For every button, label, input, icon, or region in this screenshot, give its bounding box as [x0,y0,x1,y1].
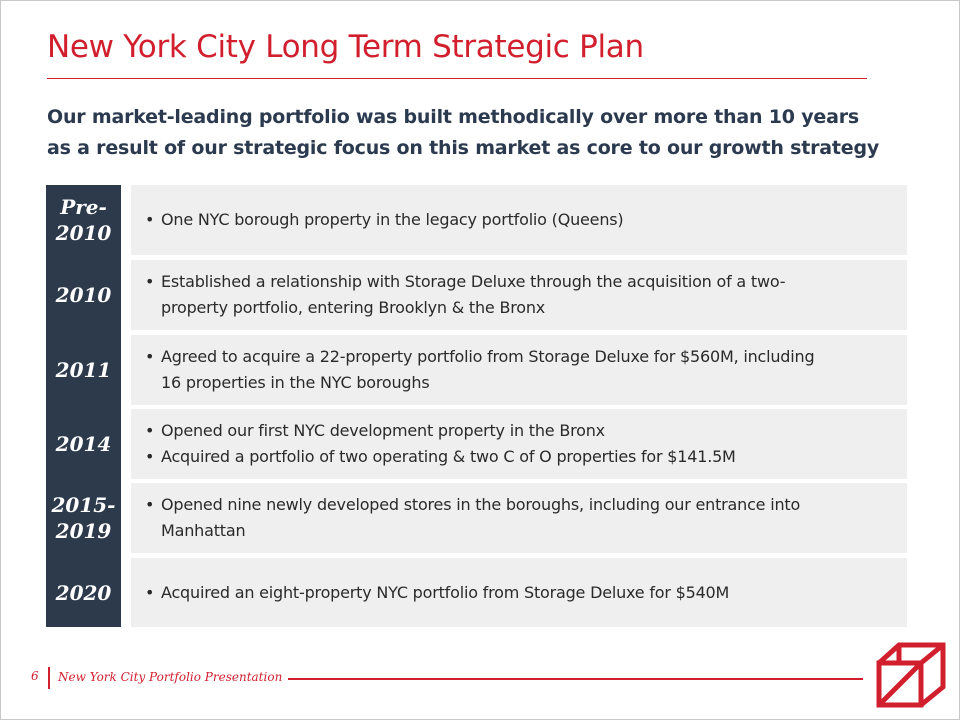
bullet-text: Established a relationship with Storage Deluxe through the acquisition of a two- [161,272,786,291]
bullet-icon: • [145,447,155,466]
bullet-item [145,207,895,233]
timeline-row [131,558,907,627]
bullet-text: Acquired a portfolio of two operating & two C of O properties for $141.5M [161,447,736,466]
footer-rule [288,678,863,680]
bullet-item [145,444,895,470]
footer-divider [48,667,50,689]
timeline-row [131,409,907,479]
timeline-row [131,185,907,255]
year-line: 2011 [55,358,112,382]
bullet-item [145,580,895,606]
bullet-icon: • [145,272,155,291]
bullet-item [145,492,895,544]
bullet-icon: • [145,421,155,440]
year-line: 2014 [55,432,112,456]
timeline-year [46,185,121,255]
bullet-icon: • [145,210,155,229]
page-number: 6 [31,669,39,683]
year-line: 2020 [55,580,112,605]
bullet-icon: • [145,347,155,366]
subtitle-line: Our market-leading portfolio was built methodically over more than 10 years [47,106,859,128]
bullet-text: Opened nine newly developed stores in the boroughs, including our entrance into [161,495,801,514]
timeline-year [46,483,121,553]
cube-logo-icon [875,641,947,709]
timeline-year [46,260,121,330]
bullet-text: One NYC borough property in the legacy portfolio (Queens) [161,210,624,229]
bullet-icon: • [145,495,155,514]
timeline-row [131,260,907,330]
year-line: 2010 [55,221,112,245]
timeline-year [46,409,121,479]
page-subtitle [47,102,927,164]
timeline-row [131,335,907,405]
footer-title: New York City Portfolio Presentation [58,670,283,684]
year-line: 2019 [55,519,112,543]
year-line: 2015- [51,493,116,517]
subtitle-line: as a result of our strategic focus on this market as core to our growth strategy [47,137,880,159]
bullet-icon: • [145,582,155,602]
bullet-text: Agreed to acquire a 22-property portfolio from Storage Deluxe for $560M, including [161,347,815,366]
bullet-text: Opened our first NYC development property in the Bronx [161,421,605,440]
bullet-item [145,344,895,396]
bullet-item [145,269,895,321]
bullet-text: property portfolio, entering Brooklyn & the Bronx [161,298,546,317]
year-line: Pre- [60,195,107,219]
bullet-text: Manhattan [161,521,246,540]
year-line: 2010 [55,283,112,307]
bullet-text: 16 properties in the NYC boroughs [161,373,430,392]
timeline-row [131,483,907,553]
bullet-text: Acquired an eight-property NYC portfolio from Storage Deluxe for $540M [161,582,730,602]
timeline-year [46,558,121,627]
timeline-year [46,335,121,405]
bullet-item [145,418,895,444]
page-title: New York City Long Term Strategic Plan [47,29,644,65]
title-divider [47,78,867,79]
